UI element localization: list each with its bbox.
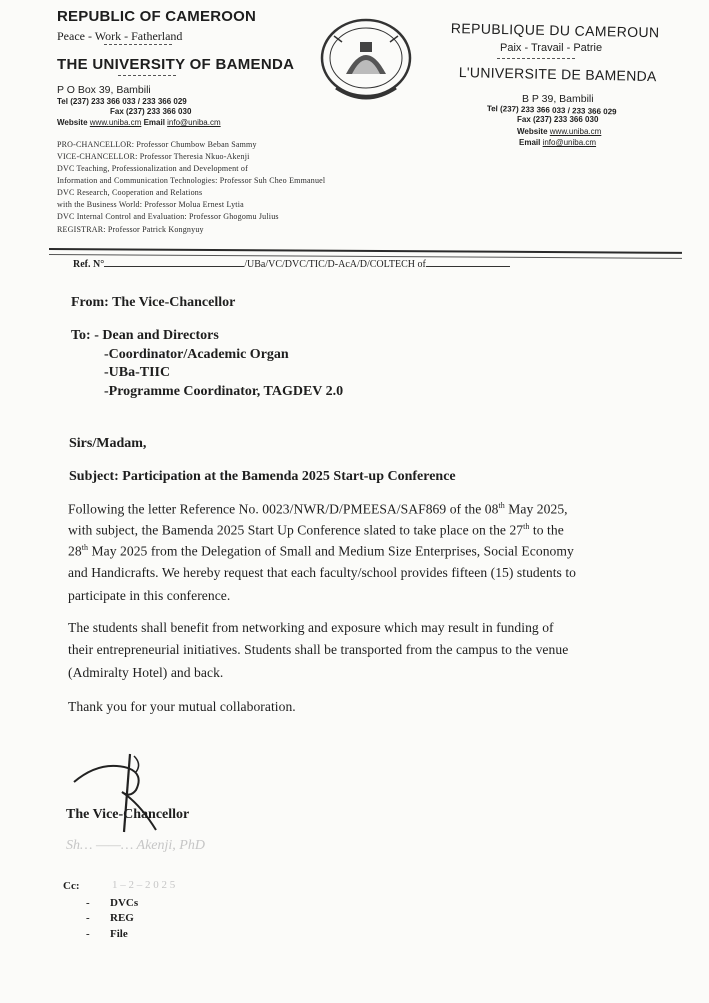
ref-label: Ref. N°	[73, 259, 105, 270]
cc-item-label: DVCs	[110, 897, 139, 909]
fax-fr: Fax (237) 233 366 030	[517, 115, 599, 124]
cc-item: - File	[86, 928, 128, 940]
motto-en: Peace - Work - Fatherland	[57, 29, 183, 43]
text-segment: May 2025 from the Delegation of Small and Medium Size Enterprises, Social Economy	[88, 543, 574, 559]
ordinal-suffix: th	[81, 543, 89, 552]
paragraph-line: their entrepreneurial initiatives. Students shall be transported from the campus to the venue	[68, 642, 569, 657]
salutation: Sirs/Madam,	[69, 436, 147, 451]
ref-number-blank	[104, 266, 244, 267]
official-line: REGISTRAR: Professor Patrick Kongnyuy	[57, 225, 204, 234]
subject-line: Subject: Participation at the Bamenda 2025 Start-up Conference	[69, 469, 456, 484]
university-name-en: THE UNIVERSITY OF BAMENDA	[57, 56, 295, 73]
official-line: DVC Teaching, Professionalization and Development of	[57, 164, 248, 173]
signatory-title: The Vice-Chancellor	[66, 807, 190, 822]
faded-stamp: Sh… ——… Akenji, PhD	[66, 838, 205, 853]
to-line: To: - Dean and Directors	[71, 328, 219, 343]
official-line: Information and Communication Technologies: Professor Suh Cheo Emmanuel	[57, 176, 326, 185]
email-link[interactable]: info@uniba.cm	[167, 118, 221, 127]
website-line-fr	[517, 127, 601, 136]
cc-item-label: File	[110, 928, 128, 940]
cc-label: Cc:	[63, 880, 80, 892]
website-label: Website	[517, 127, 548, 136]
ref-date-blank	[426, 266, 510, 267]
website-label: Website	[57, 118, 88, 127]
text-segment: to the	[529, 522, 564, 538]
po-box: P O Box 39, Bambili	[57, 84, 151, 96]
recipient-line: -UBa-TIIC	[104, 365, 171, 380]
text-segment: May 2025,	[504, 501, 568, 517]
official-line: VICE-CHANCELLOR: Professor Theresia Nkuo-Akenji	[57, 152, 250, 161]
text-segment: with subject, the Bamenda 2025 Start Up Conference slated to take place on the 27	[68, 522, 524, 538]
paragraph-line	[68, 543, 574, 560]
university-name-fr: L'UNIVERSITE DE BAMENDA	[458, 64, 657, 85]
official-line: DVC Research, Cooperation and Relations	[57, 188, 203, 197]
motto-fr: Paix - Travail - Patrie	[500, 42, 603, 54]
email-line-fr	[519, 138, 596, 147]
cc-item-label: REG	[110, 912, 134, 924]
closing-line: Thank you for your mutual collaboration.	[68, 699, 296, 714]
recipient-line: -Programme Coordinator, TAGDEV 2.0	[104, 384, 344, 399]
fax: Fax (237) 233 366 030	[110, 107, 192, 116]
ref-code: /UBa/VC/DVC/TIC/D-AcA/D/COLTECH of	[244, 259, 426, 270]
from-line: From: The Vice-Chancellor	[71, 295, 236, 310]
ordinal-suffix: th	[523, 522, 530, 531]
website-link[interactable]: www.uniba.cm	[89, 118, 142, 127]
contact-line	[57, 118, 221, 127]
divider	[118, 75, 176, 76]
handwritten-signature	[70, 748, 190, 838]
official-line: DVC Internal Control and Evaluation: Professor Ghogomu Julius	[57, 212, 279, 221]
republic-title-fr: REPUBLIQUE DU CAMEROUN	[450, 20, 660, 41]
text-segment: 28	[68, 543, 82, 559]
email-label: Email	[143, 118, 165, 127]
paragraph-line	[68, 501, 568, 518]
paragraph-line: participate in this conference.	[68, 588, 231, 603]
email-label: Email	[519, 138, 541, 147]
paragraph-line: and Handicrafts. We hereby request that each faculty/school provides fifteen (15) students to	[68, 565, 576, 580]
text-segment: Following the letter Reference No. 0023/NWR/D/PMEESA/SAF869 of the 08	[68, 501, 499, 517]
cc-item: - DVCs	[86, 897, 139, 909]
website-link[interactable]: www.uniba.cm	[549, 127, 602, 136]
official-line: PRO-CHANCELLOR: Professor Chumbow Beban Sammy	[57, 140, 257, 149]
cc-item: - REG	[86, 912, 134, 924]
divider	[497, 58, 575, 59]
header-separator	[49, 248, 682, 254]
university-seal-logo	[316, 16, 416, 104]
official-line: with the Business World: Professor Molua Ernest Lytia	[57, 200, 244, 209]
paragraph-line: (Admiralty Hotel) and back.	[68, 665, 224, 680]
divider	[104, 44, 172, 45]
paragraph-line: The students shall benefit from networking and exposure which may result in funding of	[68, 620, 554, 635]
recipient-line: -Coordinator/Academic Organ	[104, 347, 289, 362]
telephone-fr: Tel (237) 233 366 033 / 233 366 029	[486, 104, 617, 117]
reference-line	[73, 259, 510, 270]
republic-title-en: REPUBLIC OF CAMEROON	[57, 8, 256, 25]
ordinal-suffix: th	[498, 501, 505, 510]
telephone: Tel (237) 233 366 033 / 233 366 029	[57, 97, 187, 106]
email-link[interactable]: info@uniba.cm	[542, 138, 597, 147]
po-box-fr: B P 39, Bambili	[522, 93, 594, 105]
faded-stamp: 1 – 2 – 2 0 2 5	[112, 879, 176, 891]
paragraph-line	[68, 522, 564, 539]
